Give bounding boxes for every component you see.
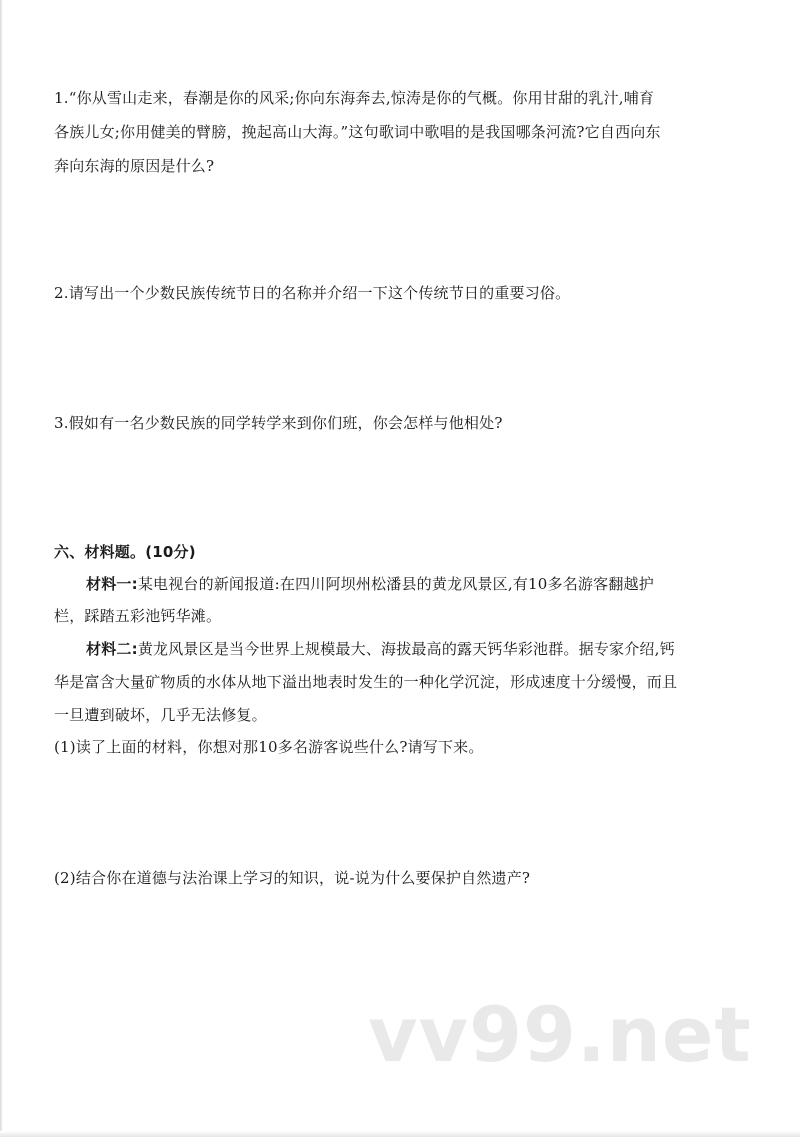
material-1-label: 材料一: bbox=[86, 575, 138, 593]
question-1-line-1: 1.“你从雪山走来，春潮是你的风采;你向东海奔去,惊涛是你的气概。你用甘甜的乳汁,哺育 bbox=[54, 89, 655, 107]
material-1-line-1 bbox=[86, 574, 654, 594]
material-2-line-1 bbox=[86, 639, 675, 659]
question-1-line-3: 奔向东海的原因是什么? bbox=[54, 157, 215, 175]
sub-question-1: (1)读了上面的材料，你想对那10多名游客说些什么?请写下来。 bbox=[54, 738, 484, 756]
sub-question-2: (2)结合你在道德与法治课上学习的知识，说-说为什么要保护自然遗产? bbox=[54, 869, 531, 887]
material-2-text: 黄龙风景区是当今世界上规模最大、海拔最高的露天钙华彩池群。据专家介绍,钙 bbox=[137, 640, 675, 658]
material-2-label: 材料二: bbox=[86, 640, 138, 658]
question-1-line-2: 各族儿女;你用健美的臂膀，挽起高山大海。”这句歌词中歌唱的是我国哪条河流?它自西向东 bbox=[54, 123, 661, 141]
material-1-line-2: 栏，踩踏五彩池钙华滩。 bbox=[54, 607, 222, 625]
section-6-title: 六、材料题。(10分) bbox=[54, 543, 196, 561]
question-3: 3.假如有一名少数民族的同学转学来到你们班，你会怎样与他相处? bbox=[54, 414, 503, 432]
material-1-text: 某电视台的新闻报道:在四川阿坝州松潘县的黄龙风景区,有10多名游客翻越护 bbox=[137, 575, 654, 593]
watermark-text: vv99.net bbox=[368, 990, 752, 1079]
question-2: 2.请写出一个少数民族传统节日的名称并介绍一下这个传统节日的重要习俗。 bbox=[54, 284, 571, 302]
material-2-line-2: 华是富含大量矿物质的水体从地下溢出地表时发生的一种化学沉淀，形成速度十分缓慢，而且 bbox=[54, 673, 678, 691]
page-bottom-edge bbox=[0, 1131, 800, 1137]
material-2-line-3: 一旦遭到破坏，几乎无法修复。 bbox=[54, 706, 267, 724]
page-left-edge bbox=[0, 0, 3, 1137]
